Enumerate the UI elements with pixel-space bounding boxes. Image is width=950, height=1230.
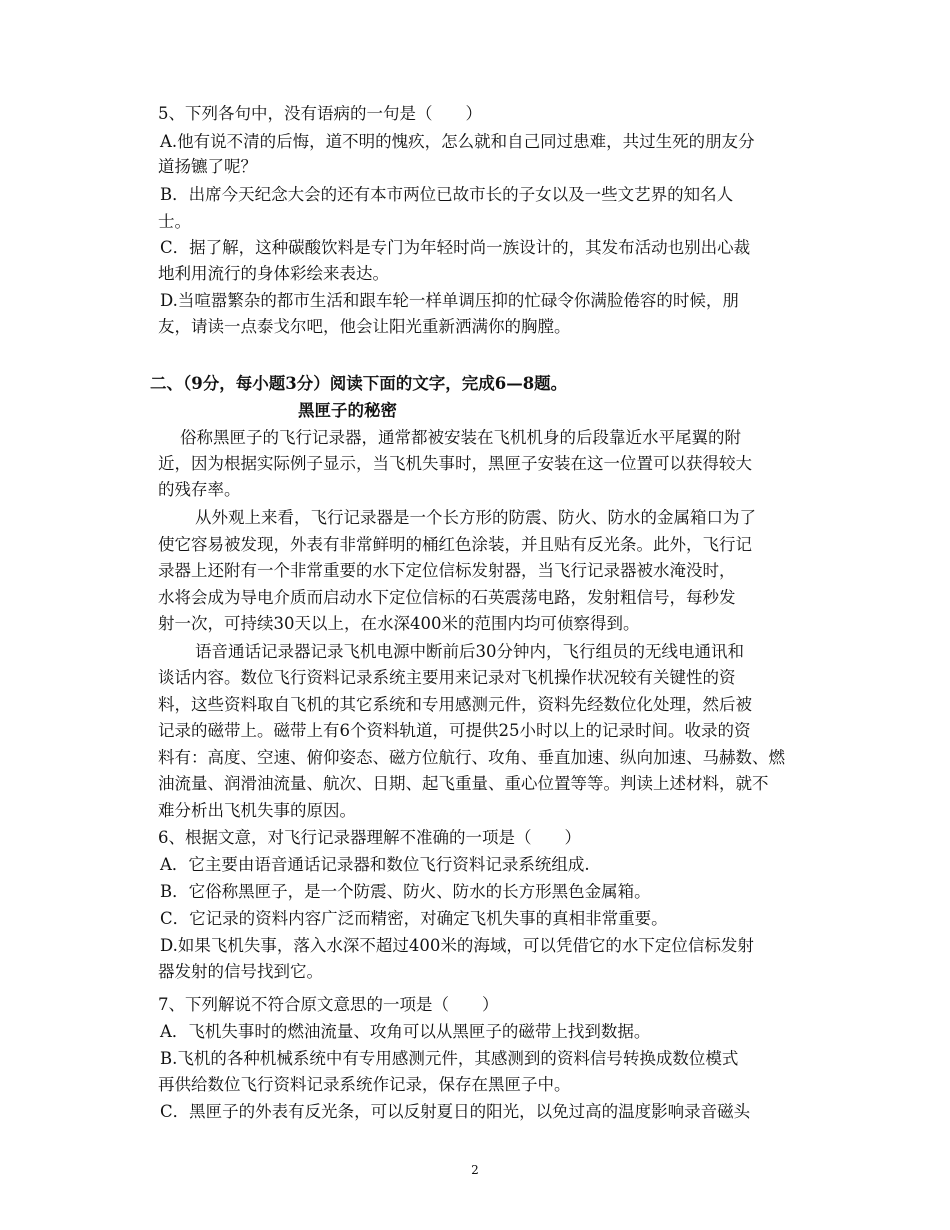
passage-p1-line2: 近，因为根据实际例子显示，当飞机失事时，黑匣子安装在这一位置可以获得较大 — [158, 454, 752, 473]
q5-option-b-cont: 士。 — [158, 212, 191, 231]
q7-option-c: C．黑匣子的外表有反光条，可以反射夏日的阳光，以免过高的温度影响录音磁头 — [160, 1102, 751, 1121]
q6-stem: 6、根据文意，对飞行记录器理解不准确的一项是（ ） — [158, 828, 581, 847]
q5-option-d-cont: 友，请读一点泰戈尔吧，他会让阳光重新洒满你的胸膛。 — [158, 317, 571, 336]
passage-title: 黑匣子的秘密 — [298, 401, 397, 420]
q5-option-c: C．据了解，这种碳酸饮料是专门为年轻时尚一族设计的，其发布活动也别出心裁 — [160, 238, 751, 257]
q5-option-d: D.当喧嚣繁杂的都市生活和跟车轮一样单调压抑的忙碌令你满脸倦容的时候，朋 — [160, 291, 739, 310]
q7-option-b-cont: 再供给数位飞行资料记录系统作记录，保存在黑匣子中。 — [158, 1075, 571, 1094]
passage-p2-line1: 从外观上来看，飞行记录器是一个长方形的防震、防火、防水的金属箱口为了 — [195, 508, 756, 527]
q6-option-d: D.如果飞机失事，落入水深不超过400米的海域，可以凭借它的水下定位信标发射 — [160, 936, 754, 955]
q6-option-a: A．它主要由语音通话记录器和数位飞行资料记录系统组成. — [160, 855, 590, 874]
q7-option-a: A．飞机失事时的燃油流量、攻角可以从黑匣子的磁带上找到数据。 — [160, 1022, 651, 1041]
passage-p2-line5: 射一次，可持续30天以上，在水深400米的范围内均可侦察得到。 — [158, 614, 640, 633]
q7-option-b: B.飞机的各种机械系统中有专用感测元件，其感测到的资料信号转换成数位模式 — [160, 1049, 739, 1068]
q5-option-a: A.他有说不清的后悔，道不明的愧疚，怎么就和自己同过患难，共过生死的朋友分 — [160, 132, 755, 151]
page-number: 2 — [471, 1163, 479, 1177]
q7-stem: 7、下列解说不符合原文意思的一项是（ ） — [158, 995, 499, 1014]
passage-p1-line1: 俗称黑匣子的飞行记录器，通常都被安装在飞机机身的后段靠近水平尾翼的附 — [180, 428, 741, 447]
passage-p2-line4: 水将会成为导电介质而启动水下定位信标的石英震荡电路，发射粗信号，每秒发 — [158, 588, 736, 607]
section-heading: 二、（9分，每小题3分）阅读下面的文字，完成6—8题。 — [150, 374, 568, 393]
q5-stem: 5、下列各句中，没有语病的一句是（ ） — [158, 104, 482, 123]
passage-p3-line6: 油流量、润滑油流量、航次、日期、起飞重量、重心位置等等。判读上述材料，就不 — [158, 774, 769, 793]
q5-option-b: B．出席今天纪念大会的还有本市两位已故市长的子女以及一些文艺界的知名人 — [160, 185, 734, 204]
passage-p3-line4: 记录的磁带上。磁带上有6个资料轨道，可提供25小时以上的记录时间。收录的资 — [158, 721, 751, 740]
passage-p3-line2: 谈话内容。数位飞行资料记录系统主要用来记录对飞机操作状况较有关键性的资 — [158, 668, 736, 687]
passage-p3-line7: 难分析出飞机失事的原因。 — [158, 801, 356, 820]
passage-p2-line3: 录器上还附有一个非常重要的水下定位信标发射器，当飞行记录器被水淹没时， — [158, 561, 736, 580]
q5-option-c-cont: 地利用流行的身体彩绘来表达。 — [158, 264, 389, 283]
passage-p3-line5: 料有：高度、空速、俯仰姿态、磁方位航行、攻角、垂直加速、纵向加速、马赫数、燃 — [158, 748, 785, 767]
q5-option-a-cont: 道扬镳了呢？ — [158, 157, 257, 176]
q6-option-b: B．它俗称黑匣子，是一个防震、防火、防水的长方形黑色金属箱。 — [160, 882, 651, 901]
q6-option-d-cont: 器发射的信号找到它。 — [158, 962, 323, 981]
passage-p3-line3: 料，这些资料取自飞机的其它系统和专用感测元件，资料先经数位化处理，然后被 — [158, 695, 752, 714]
passage-p3-line1: 语音通话记录器记录飞机电源中断前后30分钟内，飞行组员的无线电通讯和 — [195, 642, 744, 661]
passage-p2-line2: 使它容易被发现，外表有非常鲜明的桶红色涂装，并且贴有反光条。此外，飞行记 — [158, 535, 752, 554]
passage-p1-line3: 的残存率。 — [158, 480, 241, 499]
q6-option-c: C．它记录的资料内容广泛而精密，对确定飞机失事的真相非常重要。 — [160, 909, 668, 928]
